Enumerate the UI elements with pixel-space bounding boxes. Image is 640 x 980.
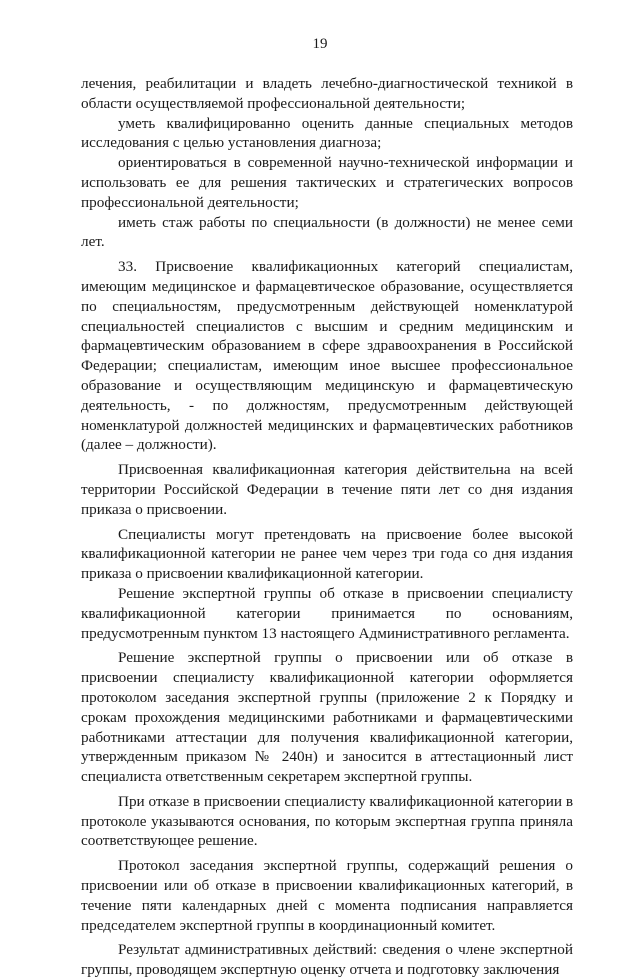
page-number: 19 xyxy=(312,36,328,52)
paragraph: иметь стаж работы по специальности (в должности) не менее семи лет. xyxy=(81,213,573,251)
paragraph: Решение экспертной группы об отказе в присвоении специалисту квалификационной категории принимается по основаниям, предусмотренным пунктом 13 настоящего Административного регламента. xyxy=(81,584,573,642)
paragraph: ориентироваться в современной научно-технической информации и использовать ее для решения тактических и стратегических вопросов профессиональной деятельности; xyxy=(81,154,573,211)
paragraph-clause-33: 33. Присвоение квалификационных категорий специалистам, имеющим медицинское и фармацевтическое образование, осуществляется по специальностям, предусмотренным действующей номенклатурой специальностей специалистов с высшим и средним медицинским и фармацевтическим образованием в сфере здравоохранения в Российской Федерации; специалистам, имеющим иное высшее профессиональное образование и осуществляющим медицинскую и фармацевтическую деятельность, - по должностям, предусмотренным действующей номенклатурой должностей медицинских и фармацевтических работников (далее – должности). xyxy=(81,258,573,454)
paragraph: лечения, реабилитации и владеть лечебно-диагностической техникой в области осуществляемой профессиональной деятельности; xyxy=(81,75,573,112)
document-body xyxy=(81,74,573,980)
paragraph: Присвоенная квалификационная категория действительна на всей территории Российской Федерации в течение пяти лет со дня издания приказа о присвоении. xyxy=(81,461,573,518)
paragraph: Результат административных действий: сведения о члене экспертной группы, проводящем экспертную оценку отчета и подготовку заключения xyxy=(81,941,573,979)
paragraph: При отказе в присвоении специалисту квалификационной категории в протоколе указываются основания, по которым экспертная группа приняла соответствующее решение. xyxy=(81,792,573,850)
paragraph: Специалисты могут претендовать на присвоение более высокой квалификационной категории не ранее чем через три года со дня издания приказа о присвоении квалификационной категории. xyxy=(81,525,573,583)
paragraph: уметь квалифицированно оценить данные специальных методов исследования с целью установления диагноза; xyxy=(81,114,573,152)
paragraph: Решение экспертной группы о присвоении или об отказе в присвоении специалисту квалификационной категории оформляется протоколом заседания экспертной группы (приложение 2 к Порядку и срокам прохождения медицинскими работниками и фармацевтическими работниками аттестации для получения квалификационной категории, утвержденным приказом № 240н) и заносится в аттестационный лист специалиста ответственным секретарем экспертной группы. xyxy=(81,649,573,786)
paragraph: Протокол заседания экспертной группы, содержащий решения о присвоении или об отказе в присвоении квалификационных категорий, в течение пяти календарных дней с момента подписания направляется председателем экспертной группы в координационный комитет. xyxy=(81,857,573,934)
